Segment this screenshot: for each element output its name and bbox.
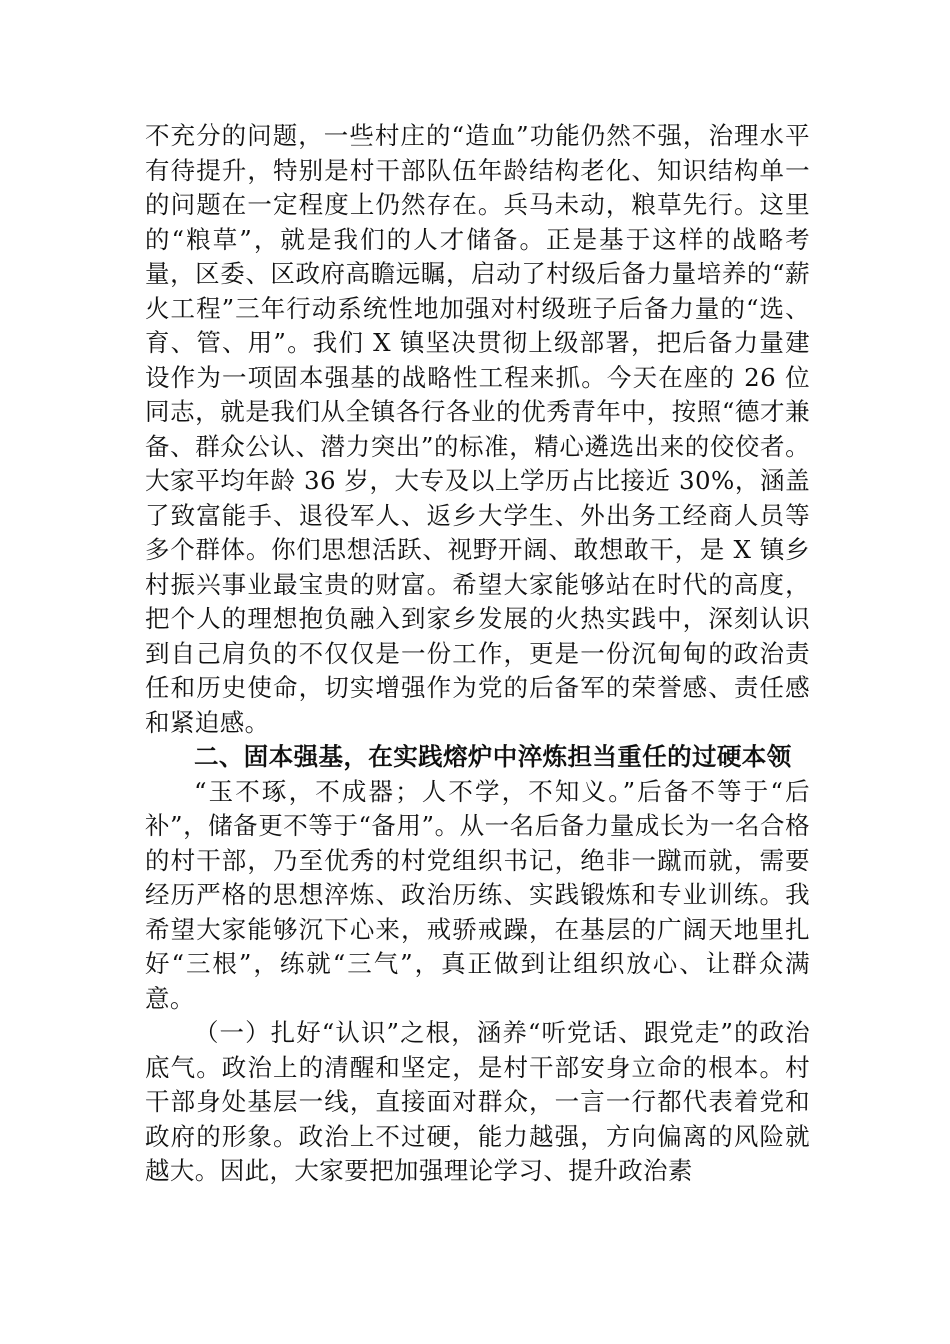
body-paragraph-subsection-1: （一）扎好“认识”之根，涵养“听党话、跟党走”的政治底气。政治上的清醒和坚定，是村干部安身立命的根本。村干部身处基层一线，直接面对群众，一言一行都代表着党和政府的形象。政治上不过硬，能力越强，方向偏离的风险就越大。因此，大家要把加强理论学习、提升政治素 xyxy=(145,1018,810,1185)
section-heading-2: 二、固本强基，在实践熔炉中淬炼担当重任的过硬本领 xyxy=(194,742,792,771)
document-body xyxy=(145,119,810,1189)
body-paragraph: “玉不琢，不成器；人不学，不知义。”后备不等于“后补”，储备更不等于“备用”。从一名后备力量成长为一名合格的村干部，乃至优秀的村党组织书记，绝非一蹴而就，需要经历严格的思想淬炼、政治历练、实践锻炼和专业训练。我希望大家能够沉下心来，戒骄戒躁，在基层的广阔天地里扎好“三根”，练就“三气”，真正做到让组织放心、让群众满意。 xyxy=(145,776,810,1013)
body-paragraph-continuation: 不充分的问题，一些村庄的“造血”功能仍然不强，治理水平有待提升，特别是村干部队伍年龄结构老化、知识结构单一的问题在一定程度上仍然存在。兵马未动，粮草先行。这里的“粮草”，就是我们的人才储备。正是基于这样的战略考量，区委、区政府高瞻远瞩，启动了村级后备力量培养的“薪火工程”三年行动系统性地加强对村级班子后备力量的“选、育、管、用”。我们 X 镇坚决贯彻上级部署，把后备力量建设作为一项固本强基的战略性工程来抓。今天在座的 26 位同志，就是我们从全镇各行各业的优秀青年中，按照“德才兼备、群众公认、潜力突出”的标准，精心遴选出来的佼佼者。大家平均年龄 36 岁，大专及以上学历占比接近 30%，涵盖了致富能手、退役军人、返乡大学生、外出务工经商人员等多个群体。你们思想活跃、视野开阔、敢想敢干，是 X 镇乡村振兴事业最宝贵的财富。希望大家能够站在时代的高度，把个人的理想抱负融入到家乡发展的火热实践中，深刻认识到自己肩负的不仅仅是一份工作，更是一份沉甸甸的政治责任和历史使命，切实增强作为党的后备军的荣誉感、责任感和紧迫感。 xyxy=(145,121,810,737)
